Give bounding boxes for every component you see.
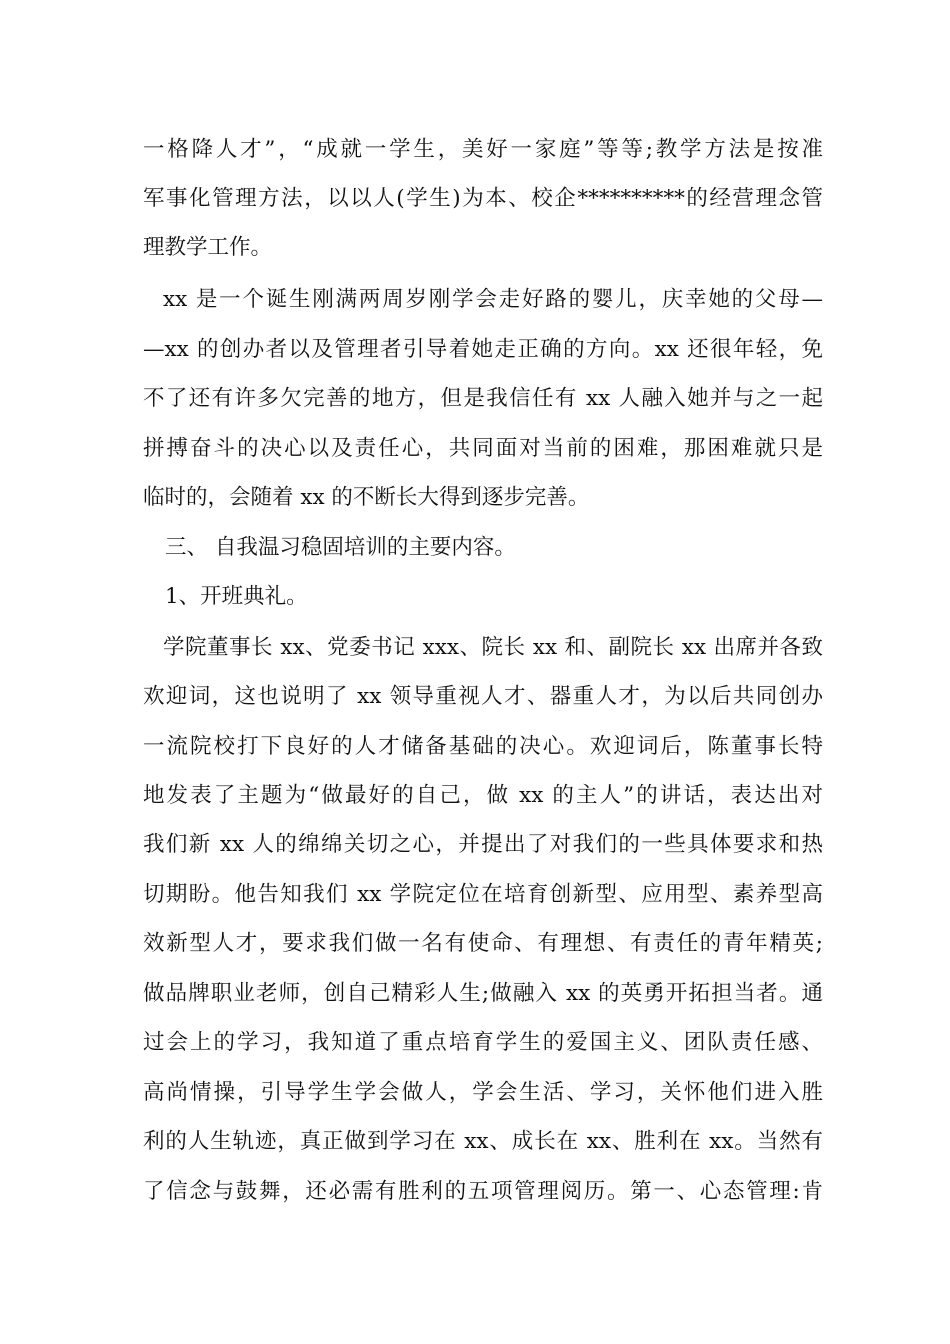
text-line-20: 高尚情操，引导学生学会做人，学会生活、学习，关怀他们进入胜 — [143, 1080, 823, 1105]
text-line-2: 军事化管理方法，以以人(学生)为本、校企**********的经营理念管 — [143, 186, 823, 211]
text-line-4: xx 是一个诞生刚满两周岁刚学会走好路的婴儿，庆幸她的父母— — [163, 287, 823, 312]
text-line-18: 做品牌职业老师，创自己精彩人生;做融入 xx 的英勇开拓担当者。通 — [143, 981, 823, 1006]
text-line-16: 切期盼。他告知我们 xx 学院定位在培育创新型、应用型、素养型高 — [143, 882, 823, 907]
text-line-19: 过会上的学习，我知道了重点培育学生的爱国主义、团队责任感、 — [143, 1030, 823, 1055]
text-line-15: 我们新 xx 人的绵绵关切之心，并提出了对我们的一些具体要求和热 — [143, 832, 823, 857]
text-line-8: 临时的，会随着 xx 的不断长大得到逐步完善。 — [143, 485, 590, 510]
text-line-17: 效新型人才，要求我们做一名有使命、有理想、有责任的青年精英; — [143, 931, 823, 956]
text-line-1: 一格降人才”，“成就一学生，美好一家庭”等等;教学方法是按准 — [143, 137, 823, 162]
text-line-3: 理教学工作。 — [143, 235, 273, 260]
text-line-13: 一流院校打下良好的人才储备基础的决心。欢迎词后，陈董事长特 — [143, 734, 823, 759]
text-line-6: 不了还有许多欠完善的地方，但是我信任有 xx 人融入她并与之一起 — [143, 386, 823, 411]
subsection-heading: 1、开班典礼。 — [165, 584, 308, 609]
text-line-14: 地发表了主题为“做最好的自己，做 xx 的主人”的讲话，表达出对 — [143, 783, 823, 808]
text-line-21: 利的人生轨迹，真正做到学习在 xx、成长在 xx、胜利在 xx。当然有 — [143, 1129, 823, 1154]
text-line-7: 拼搏奋斗的决心以及责任心，共同面对当前的困难，那困难就只是 — [143, 436, 823, 461]
text-line-5: —xx 的创办者以及管理者引导着她走正确的方向。xx 还很年轻，免 — [143, 337, 823, 362]
text-line-12: 欢迎词，这也说明了 xx 领导重视人才、器重人才，为以后共同创办 — [143, 684, 823, 709]
text-line-11: 学院董事长 xx、党委书记 xxx、院长 xx 和、副院长 xx 出席并各致 — [163, 635, 823, 660]
section-heading: 三、 自我温习稳固培训的主要内容。 — [165, 535, 516, 560]
text-line-22: 了信念与鼓舞，还必需有胜利的五项管理阅历。第一、心态管理:肯 — [143, 1179, 823, 1204]
